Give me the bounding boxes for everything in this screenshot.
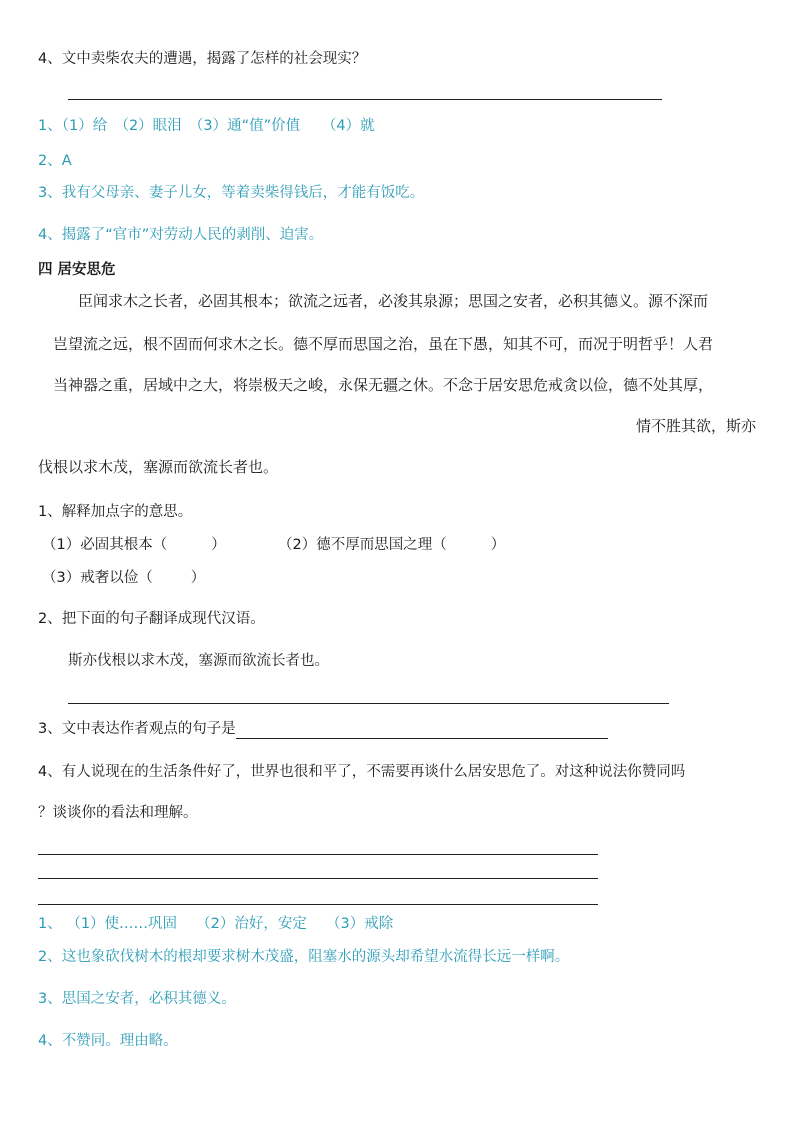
question-1: 1、解释加点字的意思。: [38, 504, 193, 520]
question-3: [38, 719, 608, 739]
question-3-text: 3、文中表达作者观点的句子是: [38, 721, 236, 737]
q2-sentence: 斯亦伐根以求木茂，塞源而欲流长者也。: [68, 653, 329, 669]
answer-2-part4: 2、这也象砍伐树木的根却要求树木茂盛，阻塞水的源头却希望水流得长远一样啊。: [38, 949, 570, 965]
answer-2-part3: 2、A: [38, 153, 72, 169]
q1-item-1-text: （1）必固其根本（: [42, 537, 168, 553]
passage-line-4: 情不胜其欲，斯亦: [635, 417, 756, 435]
answer-3-part3: 3、我有父母亲、妻子儿女，等着卖柴得钱后，才能有饭吃。: [38, 185, 425, 201]
q1-item-1: [42, 535, 226, 555]
q4-answer-line-1[interactable]: [38, 854, 598, 855]
question-2: 2、把下面的句子翻译成现代汉语。: [38, 611, 265, 627]
q1-item-2-text: （2）德不厚而思国之理（: [278, 537, 447, 553]
q1-item-1-close: ）: [211, 537, 226, 553]
q4-answer-line-3[interactable]: [38, 904, 598, 905]
passage-line-1: 臣闻求木之长者，必固其根本；欲流之远者，必浚其泉源；思国之安者，必积其德义。源不深而: [78, 292, 709, 310]
q2-answer-line[interactable]: [68, 703, 669, 704]
passage-line-2: 岂望流之远，根不固而何求木之长。德不厚而思国之治，虽在下愚，知其不可，而况于明哲乎！人君: [53, 335, 714, 353]
question-4-part3: 4、文中卖柴农夫的遭遇，揭露了怎样的社会现实？: [38, 51, 367, 67]
q1-item-3-text: （3）戒奢以俭（: [42, 570, 153, 586]
question-4-line-2: ？谈谈你的看法和理解。: [38, 805, 198, 821]
section-heading: 四 居安思危: [38, 262, 116, 278]
q1-item-3-close: ）: [190, 570, 206, 586]
answer-line[interactable]: [68, 99, 662, 100]
answer-1-part3: 1、（1）给 （2）眼泪 （3）通“值”价值 （4）就: [38, 118, 375, 134]
q1-item-2: [278, 535, 505, 555]
answer-4-part4: 4、不赞同。理由略。: [38, 1033, 178, 1049]
answer-3-part4: 3、思国之安者，必积其德义。: [38, 991, 236, 1007]
q1-item-2-close: ）: [490, 537, 506, 553]
answer-4-part3: 4、揭露了“官市”对劳动人民的剥削、迫害。: [38, 227, 324, 243]
answer-1-part4: 1、 （1）使……巩固 （2）治好，安定 （3）戒除: [38, 916, 394, 932]
passage-line-3: 当神器之重，居域中之大，将崇极天之峻，永保无疆之休。不念于居安思危戒贪以俭，德不处其厚，: [53, 376, 714, 394]
question-4-line-1: 4、有人说现在的生活条件好了，世界也很和平了，不需要再谈什么居安思危了。对这种说法你赞同吗: [38, 764, 686, 780]
q1-item-3: [42, 568, 205, 588]
q4-answer-line-2[interactable]: [38, 878, 598, 879]
q3-answer-line[interactable]: [236, 722, 608, 739]
passage-line-5: 伐根以求木茂，塞源而欲流长者也。: [38, 458, 279, 476]
